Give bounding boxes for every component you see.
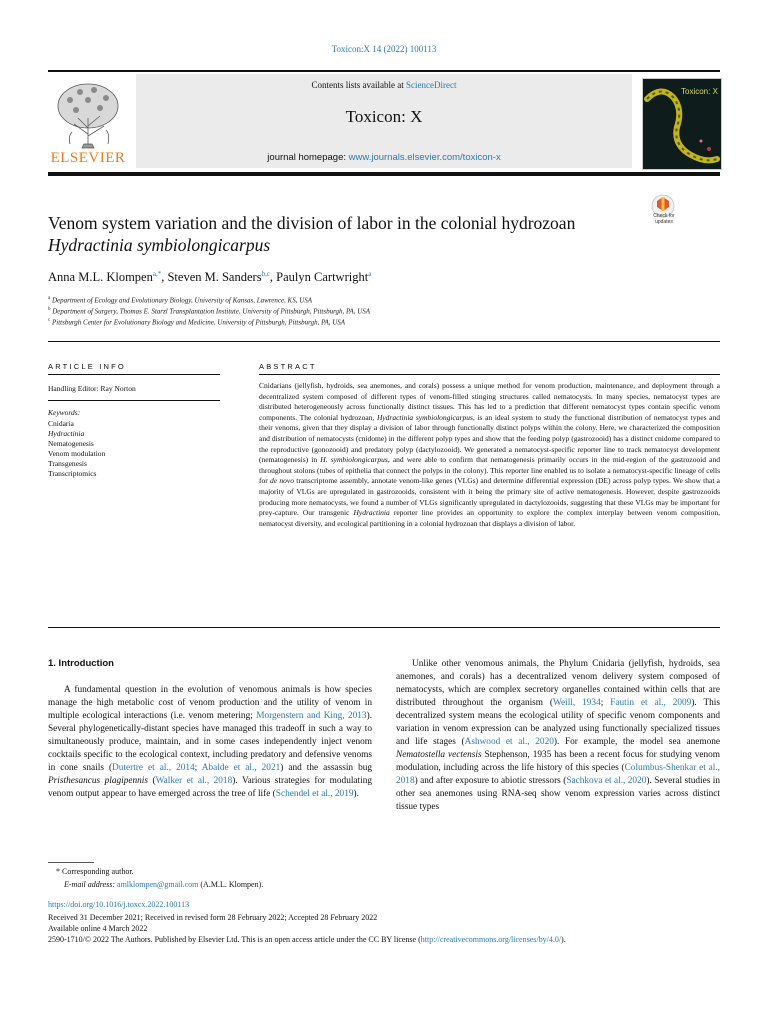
affiliation: $^c$ Pittsburgh Center for Evolutionary Biology and Medicine, University of Pittsburgh, Pittsburgh, PA, USA (48, 318, 346, 327)
email-link[interactable]: amlklompen@gmail.com (117, 880, 199, 889)
title-line-1: Venom system variation and the division of labor in the colonial hydrozoan (48, 213, 576, 233)
citation-link[interactable]: Abalde et al., 2021 (201, 763, 281, 773)
intro-right-paragraph: Unlike other venomous animals, the Phylum Cnidaria (jellyfish, hydroids, sea anemones, and corals) has a decentralized venom delivery system composed of nematocysts, which are complex secretory organelles contained within cells that are distributed throughout the organism (Weill, 1934; Fautin et al., 2009). This decentralized system means the ecological utility of specific venom components and variation in venom expression can be analyzed using functionally specialized tissues and life stages (Ashwood et al., 2020). For example, the model sea anemone Nematostella vectensis Stephenson, 1935 has been a recent focus for studying venom modulation, including across the life history of this species (Columbus-Shenkar et al., 2018) and after exposure to abiotic stressors (Sachkova et al., 2020). Several studies in other sea anemones using RNA-seq show venom expression varies across distinct tissue types (396, 659, 721, 812)
online-date: Available online 4 March 2022 (48, 924, 148, 933)
author-name[interactable]: Paulyn Cartwright (276, 270, 369, 285)
cover-title: Toxicon: X (681, 87, 718, 96)
affiliation: $^b$ Department of Surgery, Thomas E. Starzl Transplantation Institute, University of Pittsburgh, Pittsburgh, PA, USA (48, 307, 371, 316)
intro-left-paragraph: A fundamental question in the evolution of venomous animals is how species manage the high metabolic cost of venom production and the utility of venom in multiple ecological interactions (i.e. venom metering; Morgenstern and King, 2013). Several phylogenetically-distant species have managed this tradeoff in such a way to simultaneously produce, maintain, and in some cases independently inject venom cocktails specific to the ecological context, including predatory and defensive venoms in cone snails (Dutertre et al., 2014; Abalde et al., 2021) and the assassin bug Pristhesancus plagipennis (Walker et al., 2018). Various strategies for modulating venom output appear to have emerged across the tree of life (Schendel et al., 2019). (48, 685, 373, 799)
abstract-body: Cnidarians (jellyfish, hydroids, sea anemones, and corals) possess a unique method for venom production, maintenance, and deployment through a decentralized system composed of different types of venom-filled stinging structures called nematocysts. In many species, nematocyst types are distributed heterogeneously across functionally distinct tissues. This has led to a prediction that different nematocyst types contain specific venom components. The colonial hydrozoan, Hydractinia symbiolongicarpus, is an ideal system to study the functional distribution of nematocyst types and their venoms, given that they display a division of labor through functionally distinct polyps within the colony. Here, we characterized the composition and distribution of nematocysts (cnidome) in the different polyp types and show that the feeding polyp (gastrozooid) has a distinct cnidome compared to the reproductive (gonozooid) and predatory polyp (dactylozooid). We generated a nematocyst-specific reporter line to track nematocyst development (nematogenesis) in H. symbiolongicarpus, and were able to confirm that nematogenesis primarily occurs in the mid-region of the gastrozooid and throughout stolons (tubes of epithelia that connect the polyps in the colony). This reporter line enabled us to isolate a nematocyst-specific lineage of cells for de novo transcriptome assembly, annotate venom-like genes (VLGs) and determine differential expression (DE) across polyp types. We show that a majority of VLGs are upregulated in gastrozooids, consistent with it being the primary site of active nematogenesis. However, despite gastrozooids producing more nematocysts, we found a number of VLGs significantly upregulated in dactylozooids, suggesting that these VLGs may be important for prey-capture. Our transgenic Hydractinia reporter line provides an opportunity to explore the complex interplay between venom composition, nematocyst diversity, and ecological partitioning in a colonial hydrozoan that displays a division of labor. (259, 381, 721, 528)
author-list: Anna M.L. Klompen$^{a,*}$, Steven M. Sanders$^{b,c}$, Paulyn Cartwright$^a$ (48, 270, 372, 285)
article-info-rule (48, 374, 220, 375)
abstract-label: ABSTRACT (259, 362, 317, 371)
license-line: 2590-1710/© 2022 The Authors. Published by Elsevier Ltd. This is an open access article under the CC BY license (http://creativecommons.org/licenses/by/4.0/). (48, 935, 566, 944)
citation-link[interactable]: Columbus-Shenkar et al., 2018 (396, 763, 720, 786)
abstract-bottom-rule (48, 627, 720, 628)
journal-title: Toxicon: X (345, 107, 423, 126)
author-affil-mark[interactable]: a (368, 270, 372, 278)
running-head[interactable]: Toxicon:X 14 (2022) 100113 (331, 44, 437, 54)
received-dates: Received 31 December 2021; Received in revised form 28 February 2022; Accepted 28 February 2022 (48, 913, 378, 922)
citation-link[interactable]: Morgenstern and King, 2013 (256, 711, 367, 721)
keyword: Transcriptomics (48, 469, 97, 478)
citation-link[interactable]: Ashwood et al., 2020 (464, 737, 554, 747)
citation-link[interactable]: Dutertre et al., 2014 (112, 763, 195, 773)
keywords-label: Keywords: (48, 408, 81, 417)
citation-link[interactable]: Schendel et al., 2019 (275, 789, 354, 799)
author-affil-mark[interactable]: b,c (261, 270, 270, 278)
masthead-bottom-rule (48, 172, 720, 176)
article-title (48, 212, 618, 256)
keywords-rule (48, 400, 220, 401)
keyword: Cnidaria (48, 419, 74, 428)
contents-available-line (136, 80, 632, 90)
affiliation: $^a$ Department of Ecology and Evolutionary Biology, University of Kansas, Lawrence, KS, USA (48, 296, 313, 305)
author-name[interactable]: Steven M. Sanders (167, 270, 262, 285)
keyword: Transgenesis (48, 459, 87, 468)
homepage-prefix: journal homepage: (267, 152, 346, 163)
journal-homepage-line (136, 152, 632, 163)
keyword: Nematogenesis (48, 439, 94, 448)
email-note: E-mail address: amlklompen@gmail.com (A.M.L. Klompen). (64, 880, 264, 889)
keyword: Hydractinia (48, 429, 85, 438)
abstract-rule (259, 374, 720, 375)
license-link[interactable]: http://creativecommons.org/licenses/by/4.0/ (420, 935, 562, 944)
author-affil-mark[interactable]: a,* (152, 270, 162, 278)
title-line-2: Hydractinia symbiolongicarpus (48, 235, 271, 255)
section-rule (48, 341, 720, 342)
article-info-label: ARTICLE INFO (48, 362, 126, 371)
masthead-top-rule (48, 70, 720, 72)
keyword: Venom modulation (48, 449, 106, 458)
author-name[interactable]: Anna M.L. Klompen (48, 270, 153, 285)
sciencedirect-link[interactable]: ScienceDirect (406, 80, 457, 90)
journal-cover-image[interactable] (642, 78, 722, 170)
citation-link[interactable]: Walker et al., 2018 (155, 776, 233, 786)
contents-prefix: Contents lists available at (311, 80, 404, 90)
check-updates-label[interactable]: Check for updates (653, 213, 675, 225)
handling-editor: Handling Editor: Ray Norton (48, 384, 136, 393)
doi-link[interactable]: https://doi.org/10.1016/j.toxcx.2022.100113 (48, 900, 190, 909)
footnote-rule (48, 862, 94, 863)
publisher-wordmark[interactable]: ELSEVIER (50, 150, 126, 166)
citation-link[interactable]: Weill, 1934 (553, 698, 601, 708)
homepage-link[interactable]: www.journals.elsevier.com/toxicon-x (348, 152, 501, 163)
corresponding-author-note: * Corresponding author. (56, 867, 134, 876)
citation-link[interactable]: Sachkova et al., 2020 (566, 776, 647, 786)
section-heading-introduction: 1. Introduction (48, 658, 114, 669)
citation-link[interactable]: Fautin et al., 2009 (610, 698, 692, 708)
